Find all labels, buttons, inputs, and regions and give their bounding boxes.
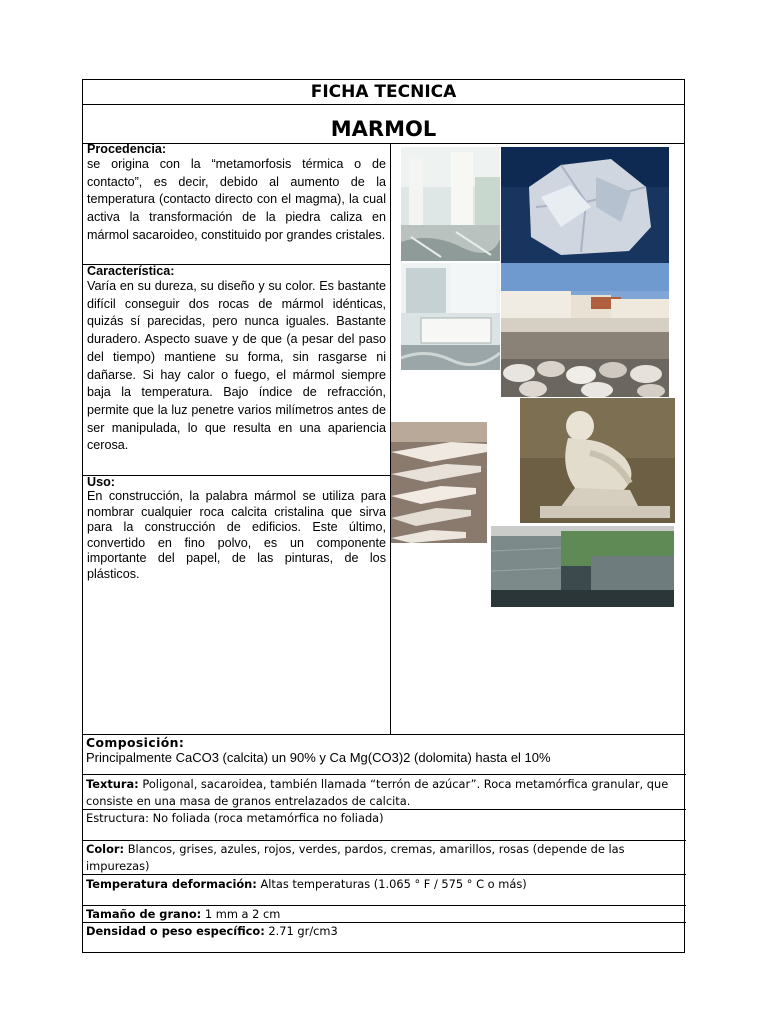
procedencia-text: se origina con la “metamorfosis térmica o de contacto”, es decir, debido al aumento de la temperatura (contacto directo con el magma), la cual activa la transformación de la piedra caliza en mármol sacaroideo, constituido por grandes cristales. [87, 157, 386, 242]
procedencia-section [87, 143, 386, 245]
densidad-row [86, 923, 681, 940]
uso-text: En construcción, la palabra mármol se utiliza para nombrar cualquier roca calcita cristalina que sirva para la construcción de edificios. Este último, convertido en fino polvo, es un componente importante del papel, de las pinturas, de los plásticos. [87, 489, 386, 581]
textura-row [86, 776, 681, 809]
caracteristica-section [87, 265, 386, 455]
temperatura-value: Altas temperaturas (1.065 ° F / 575 ° C o más) [256, 877, 527, 891]
composicion-label: Composición: [86, 735, 185, 750]
ficha-tecnica-sheet [82, 79, 685, 953]
caracteristica-text: Varía en su dureza, su diseño y su color. Es bastante difícil conseguir dos rocas de mármol idénticas, quizás sí parecidas, pero nunca iguales. Bastante duradero. Aspecto suave y de que (a pesar del paso del tiempo) mantiene su forma, sin rasgarse ni dañarse. Si hay calor o fuego, el mármol siempre baja la temperatura. Bajo índice de refracción, permite que la luz penetre varios milímetros antes de ser manipulada, lo que resulta en una apariencia cerosa. [87, 279, 386, 453]
densidad-label: Densidad o peso específico: [86, 924, 265, 938]
temperatura-label: Temperatura deformación: [86, 877, 257, 891]
temperatura-row [86, 876, 681, 893]
estructura-value: Estructura: No foliada (roca metamórfica no foliada) [86, 811, 384, 825]
marble-staircase-photo [391, 422, 487, 543]
document-title: FICHA TECNICA [310, 82, 457, 102]
tamano-row [86, 906, 681, 923]
marble-rock-photo [501, 147, 669, 263]
marble-bathroom-photo [401, 263, 500, 370]
estructura-row [86, 810, 681, 827]
material-title: MARMOL [330, 117, 437, 141]
color-row [86, 841, 681, 874]
divider [83, 874, 686, 875]
marble-blocks-photo [501, 263, 669, 359]
densidad-value: 2.71 gr/cm3 [264, 924, 338, 938]
composicion-value: Principalmente CaCO3 (calcita) un 90% y Ca Mg(CO3)2 (dolomita) hasta el 10% [86, 749, 551, 765]
marble-pavilion-photo [491, 526, 674, 607]
divider [83, 104, 684, 105]
marble-statue-photo [520, 398, 675, 523]
textura-label: Textura: [86, 777, 139, 791]
tamano-value: 1 mm a 2 cm [201, 907, 281, 921]
caracteristica-heading: Característica: [87, 264, 175, 278]
procedencia-heading: Procedencia: [87, 142, 167, 156]
marble-interior-photo [401, 147, 500, 261]
color-value: Blancos, grises, azules, rojos, verdes, pardos, cremas, amarillos, rosas (depende de las impurezas) [86, 842, 625, 873]
divider [83, 774, 686, 775]
uso-section [87, 476, 386, 582]
color-label: Color: [86, 842, 125, 856]
marble-pebbles-photo [501, 359, 669, 397]
textura-value: Poligonal, sacaroidea, también llamada “terrón de azúcar”. Roca metamórfica granular, que consiste en una masa de granos entrelazados de calcita. [86, 777, 669, 808]
tamano-label: Tamaño de grano: [86, 907, 202, 921]
composicion-row [86, 736, 681, 765]
uso-heading: Uso: [87, 475, 115, 489]
